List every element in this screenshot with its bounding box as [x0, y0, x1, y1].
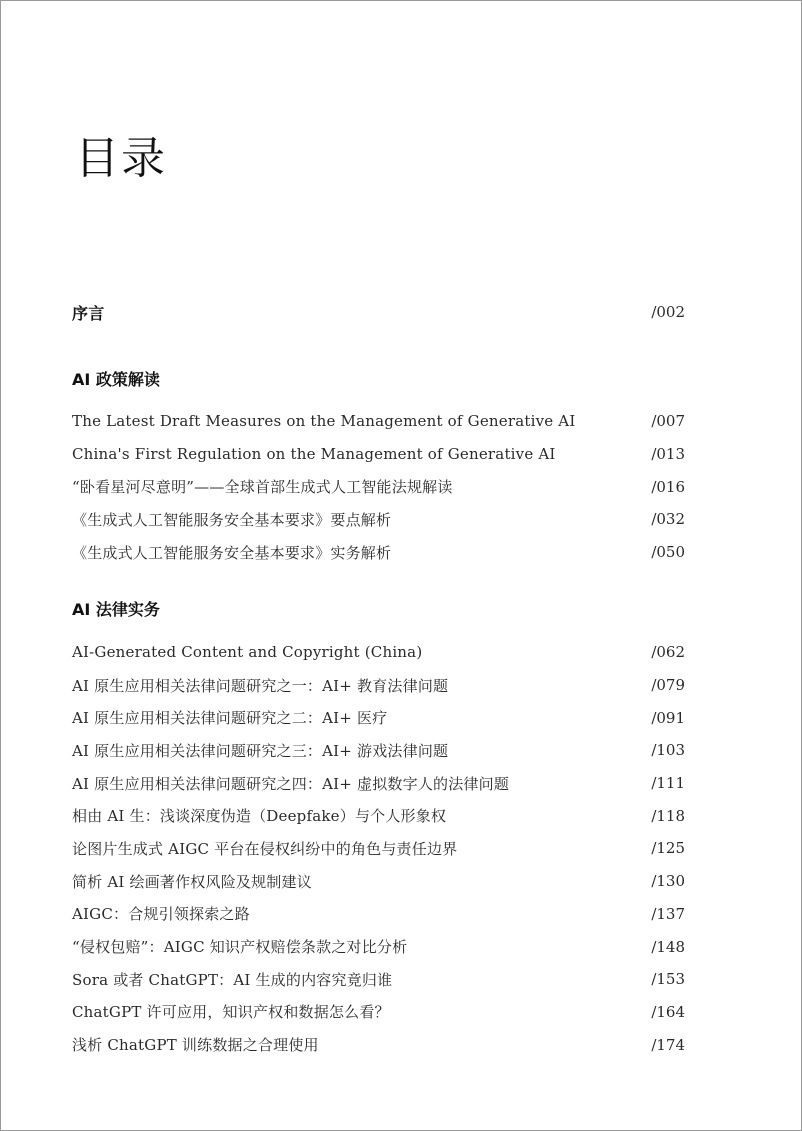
- toc-list-policy: [72, 405, 685, 568]
- toc-entry-title: 《生成式人工智能服务安全基本要求》实务解析: [72, 543, 392, 562]
- toc-list-practice: [72, 636, 685, 1061]
- toc-entry-title: AI 原生应用相关法律问题研究之二：AI+ 医疗: [72, 709, 388, 728]
- toc-entry[interactable]: [72, 636, 685, 669]
- toc-entry-page: /091: [651, 708, 685, 727]
- toc-entry-page: /050: [651, 543, 685, 562]
- toc-entry[interactable]: [72, 701, 685, 734]
- toc-entry-page: /032: [651, 510, 685, 529]
- toc-entry-title: The Latest Draft Measures on the Management of Generative AI: [72, 412, 576, 431]
- toc-entry[interactable]: [72, 799, 685, 832]
- toc-entry[interactable]: [72, 734, 685, 767]
- toc-entry[interactable]: [72, 405, 685, 438]
- toc-entry[interactable]: [72, 438, 685, 471]
- toc-entry-page: /007: [651, 412, 685, 431]
- page-title: 目录: [75, 133, 167, 184]
- toc-entry-title: 论图片生成式 AIGC 平台在侵权纠纷中的角色与责任边界: [72, 839, 458, 858]
- toc-entry-title: “侵权包赔”：AIGC 知识产权赔偿条款之对比分析: [72, 938, 408, 957]
- toc-entry-title: 简析 AI 绘画著作权风险及规制建议: [72, 872, 312, 891]
- toc-entry-title: AI 原生应用相关法律问题研究之三：AI+ 游戏法律问题: [72, 741, 449, 760]
- toc-entry[interactable]: [72, 996, 685, 1029]
- toc-entry-page: /062: [651, 643, 685, 662]
- toc-entry[interactable]: [72, 963, 685, 996]
- toc-entry[interactable]: [72, 1028, 685, 1061]
- toc-entry[interactable]: [72, 930, 685, 963]
- toc-entry-page: /153: [651, 970, 685, 989]
- toc-entry[interactable]: [72, 865, 685, 898]
- toc-entry-title: ChatGPT 许可应用，知识产权和数据怎么看？: [72, 1003, 390, 1022]
- toc-entry-title: AIGC：合规引领探索之路: [72, 905, 250, 924]
- toc-entry[interactable]: [72, 767, 685, 800]
- toc-entry-page: /013: [651, 445, 685, 464]
- toc-entry-title: Sora 或者 ChatGPT：AI 生成的内容究竟归谁: [72, 970, 393, 989]
- toc-entry-page: /130: [651, 872, 685, 891]
- toc-entry-page: /174: [651, 1035, 685, 1054]
- toc-entry-page: /137: [651, 904, 685, 923]
- toc-entry[interactable]: [72, 536, 685, 569]
- toc-entry[interactable]: [72, 470, 685, 503]
- toc-entry-title: 序言: [72, 303, 105, 323]
- toc-entry[interactable]: [72, 832, 685, 865]
- toc-entry-page: /111: [651, 774, 685, 793]
- toc-entry[interactable]: [72, 898, 685, 931]
- toc-entry-title: “卧看星河尽意明”——全球首部生成式人工智能法规解读: [72, 478, 453, 497]
- toc-entry-page: /118: [651, 806, 685, 825]
- section-heading-policy: AI 政策解读: [72, 370, 160, 389]
- toc-entry-title: AI 原生应用相关法律问题研究之四：AI+ 虚拟数字人的法律问题: [72, 774, 510, 793]
- section-heading-practice: AI 法律实务: [72, 600, 160, 619]
- toc-entry[interactable]: [72, 669, 685, 702]
- toc-entry-page: /002: [651, 303, 685, 321]
- toc-entry-title: 《生成式人工智能服务安全基本要求》要点解析: [72, 510, 392, 529]
- toc-entry-page: /148: [651, 937, 685, 956]
- toc-entry-page: /164: [651, 1002, 685, 1021]
- toc-entry-title: 相由 AI 生：浅谈深度伪造（Deepfake）与个人形象权: [72, 807, 447, 826]
- toc-entry-page: /079: [651, 676, 685, 695]
- toc-entry-page: /103: [651, 741, 685, 760]
- toc-entry-title: AI-Generated Content and Copyright (China): [72, 643, 423, 662]
- toc-entry-title: AI 原生应用相关法律问题研究之一：AI+ 教育法律问题: [72, 676, 449, 695]
- toc-entry-page: /125: [651, 839, 685, 858]
- toc-entry-preface[interactable]: [72, 299, 685, 325]
- toc-entry-title: 浅析 ChatGPT 训练数据之合理使用: [72, 1036, 319, 1055]
- toc-entry-title: China's First Regulation on the Management of Generative AI: [72, 445, 556, 464]
- toc-entry[interactable]: [72, 503, 685, 536]
- toc-entry-page: /016: [651, 477, 685, 496]
